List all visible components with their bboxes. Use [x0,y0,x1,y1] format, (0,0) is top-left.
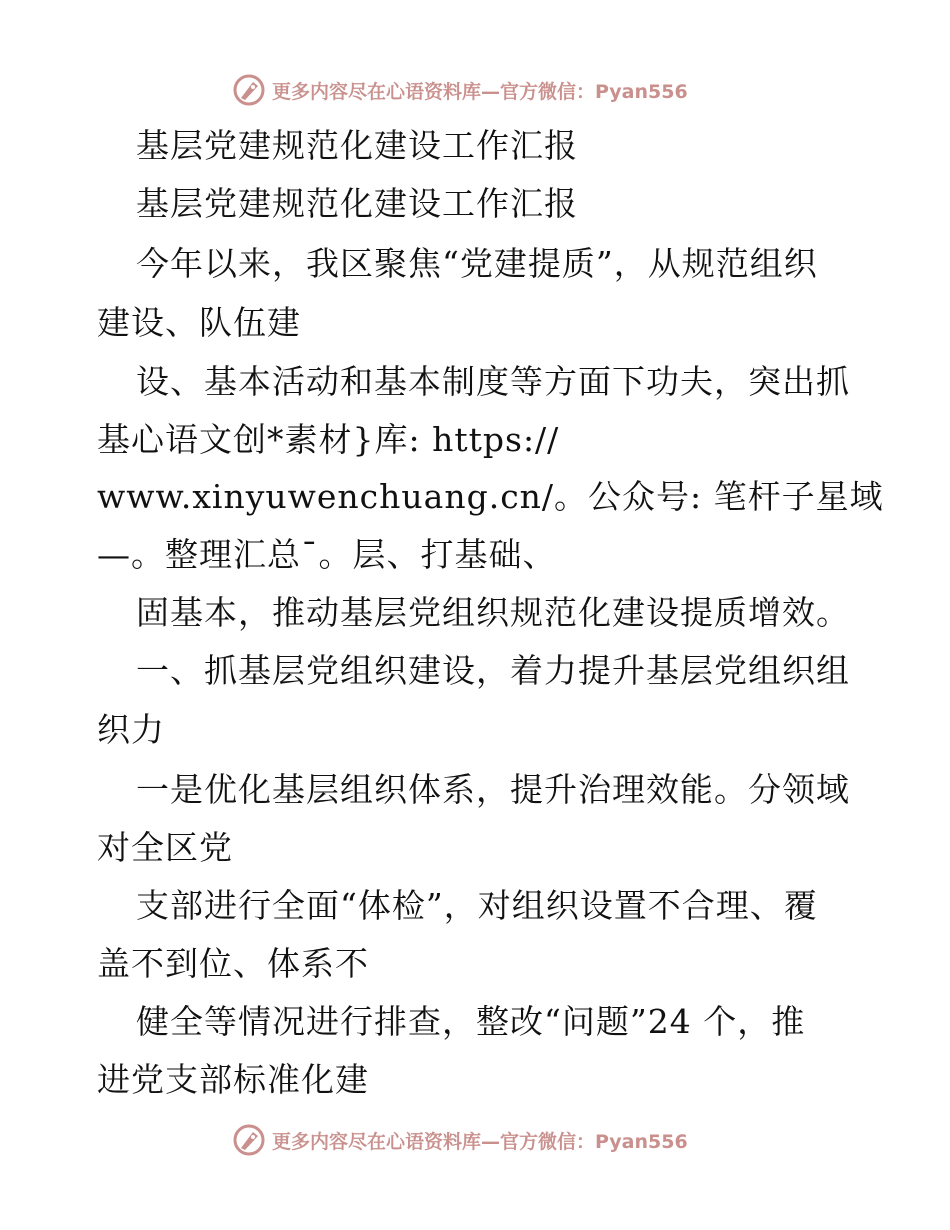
doc-title-repeat: 基层党建规范化建设工作汇报 [136,184,578,223]
paragraph-line: 支部进行全面“体检”，对组织设置不合理、覆 [136,886,818,925]
paragraph-line: 设、基本活动和基本制度等方面下功夫，突出抓 [136,362,850,401]
section-heading-cont: 织力 [97,710,165,749]
paragraph-line: 健全等情况进行排查，整改“问题”24 个，推 [136,1002,806,1041]
paragraph-line: 今年以来，我区聚焦“党建提质”，从规范组织 [136,244,818,283]
doc-title: 基层党建规范化建设工作汇报 [136,126,578,165]
paragraph-line: 对全区党 [97,828,233,867]
pen-nib-circle-icon [232,1123,266,1157]
banner-text: 更多内容尽在心语资料库—官方微信：Pyan556 [272,80,688,103]
banner-text: 更多内容尽在心语资料库—官方微信：Pyan556 [272,1130,688,1153]
paragraph-line: 盖不到位、体系不 [97,944,369,983]
footer-banner [232,1120,752,1160]
paragraph-line: —。整理汇总¯。层、打基础、 [97,535,557,574]
paragraph-line: 固基本，推动基层党组织规范化建设提质增效。 [136,593,850,632]
paragraph-line: 基心语文创*素材}库: https:// [97,420,560,459]
section-heading: 一、抓基层党组织建设，着力提升基层党组织组 [136,651,850,690]
paragraph-line: 建设、队伍建 [97,303,301,342]
paragraph-line: 一是优化基层组织体系，提升治理效能。分领域 [136,770,850,809]
paragraph-line: www.xinyuwenchuang.cn/。公众号: 笔杆子星域 [97,477,884,516]
paragraph-line: 进党支部标准化建 [97,1060,369,1099]
